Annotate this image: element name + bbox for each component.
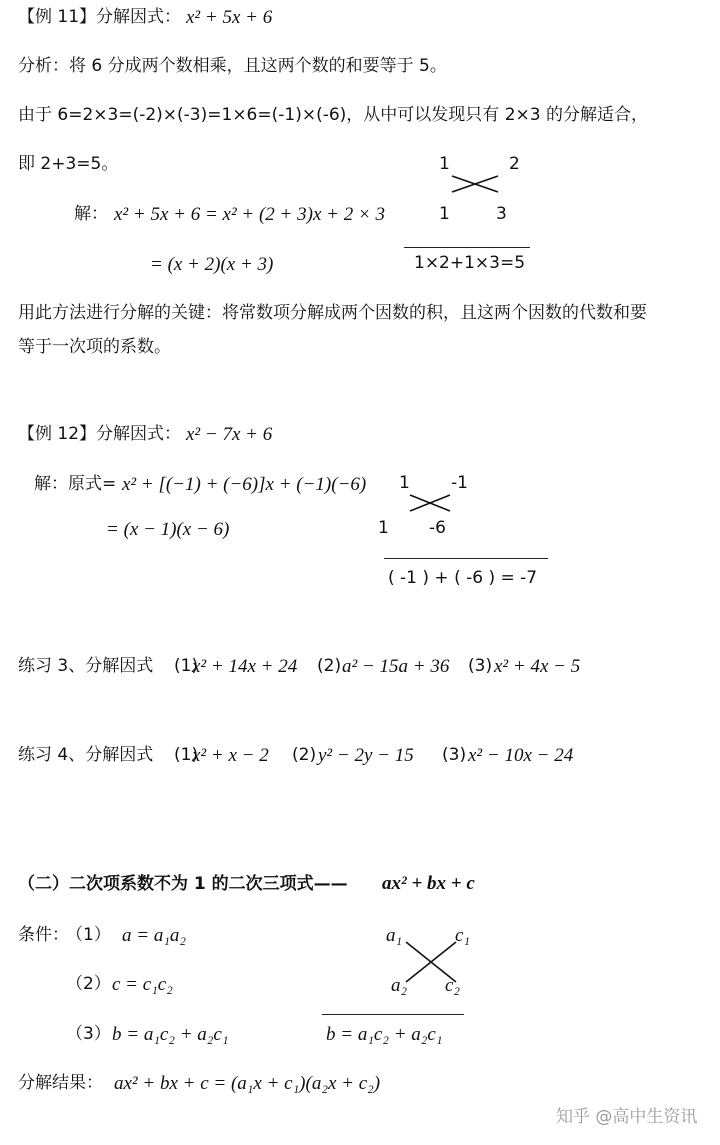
cross-result-rule: [322, 1014, 464, 1015]
cross-bottom-left: 1: [439, 204, 450, 224]
cross-result: 1×2+1×3=5: [414, 253, 526, 273]
ex12-heading-label: 【例 12】分解因式：: [18, 424, 182, 444]
cross-top-right: c₁: [455, 925, 471, 946]
cross-lines: [410, 493, 450, 513]
ex11-key-line2: 等于一次项的系数。: [18, 337, 171, 357]
section2-title: （二）二次项系数不为 1 的二次三项式——: [18, 874, 348, 894]
ex11-solution-label: 解：: [74, 204, 108, 224]
ex12-solution-step2: = (x − 1)(x − 6): [106, 519, 230, 540]
watermark: 知乎 @高中生资讯: [556, 1107, 698, 1127]
cross-result-rule: [384, 558, 548, 559]
cross-top-right: 2: [509, 154, 520, 174]
cross-result: ( -1 ) + ( -6 ) = -7: [388, 568, 538, 588]
ex11-solution-step1: x² + 5x + 6 = x² + (2 + 3)x + 2 × 3: [114, 204, 386, 225]
cross-result-rule: [404, 247, 530, 248]
practice4-item1-num: (1): [174, 745, 199, 765]
ex11-because: 由于 6=2×3=(-2)×(-3)=1×6=(-1)×(-6)，从中可以发现只有 2×3 的分解适合，: [18, 105, 648, 125]
section2-condition3-expr: b = a₁c₂ + a₂c₁: [112, 1024, 229, 1045]
cross-top-left: 1: [439, 154, 450, 174]
practice3-item1-expr: x² + 14x + 24: [192, 656, 298, 677]
section2-condition2-num: （2）: [66, 974, 111, 994]
section2-result-label: 分解结果：: [18, 1073, 103, 1093]
cross-result: b = a₁c₂ + a₂c₁: [326, 1024, 443, 1045]
section2-title-expr: ax² + bx + c: [382, 873, 475, 894]
cross-top-left: 1: [399, 473, 410, 493]
practice4-item1-expr: x² + x − 2: [192, 745, 269, 766]
cross-lines: [452, 174, 498, 194]
section2-condition1-num: （1）: [66, 925, 111, 945]
ex11-heading-label: 【例 11】分解因式：: [18, 7, 182, 27]
ex12-solution-step1: x² + [(−1) + (−6)]x + (−1)(−6): [122, 474, 367, 495]
ex12-solution-label: 解：原式=: [34, 474, 117, 494]
practice3-item2-num: (2): [317, 656, 342, 676]
cross-top-left: a₁: [386, 925, 403, 946]
practice4-item2-num: (2): [292, 745, 317, 765]
ex12-heading-expr: x² − 7x + 6: [186, 424, 273, 445]
practice3-item1-num: (1): [174, 656, 199, 676]
cross-bottom-left: a₂: [391, 975, 408, 996]
section2-condition-label: 条件：: [18, 925, 69, 945]
practice3-item2-expr: a² − 15a + 36: [342, 656, 450, 677]
practice4-item2-expr: y² − 2y − 15: [318, 745, 414, 766]
section2-condition3-num: （3）: [66, 1024, 111, 1044]
cross-bottom-left: 1: [378, 518, 389, 538]
section2-result-expr: ax² + bx + c = (a₁x + c₁)(a₂x + c₂): [114, 1073, 381, 1094]
cross-bottom-right: -6: [429, 518, 446, 538]
ex11-solution-step2: = (x + 2)(x + 3): [150, 254, 274, 275]
practice3-item3-num: (3): [468, 656, 493, 676]
practice3-item3-expr: x² + 4x − 5: [494, 656, 581, 677]
section2-condition2-expr: c = c₁c₂: [112, 974, 173, 995]
practice4-item3-expr: x² − 10x − 24: [468, 745, 574, 766]
practice4-item3-num: (3): [442, 745, 467, 765]
ex11-heading-expr: x² + 5x + 6: [186, 7, 273, 28]
cross-top-right: -1: [451, 473, 468, 493]
practice4-label: 练习 4、分解因式: [18, 745, 154, 765]
ex11-analysis: 分析：将 6 分成两个数相乘，且这两个数的和要等于 5。: [18, 56, 447, 76]
section2-condition1-expr: a = a₁a₂: [122, 925, 187, 946]
cross-bottom-right: c₂: [445, 975, 461, 996]
ex11-ie: 即 2+3=5。: [18, 154, 119, 174]
practice3-label: 练习 3、分解因式: [18, 656, 154, 676]
cross-bottom-right: 3: [496, 204, 507, 224]
ex11-key-line1: 用此方法进行分解的关键：将常数项分解成两个因数的积，且这两个因数的代数和要: [18, 303, 647, 323]
